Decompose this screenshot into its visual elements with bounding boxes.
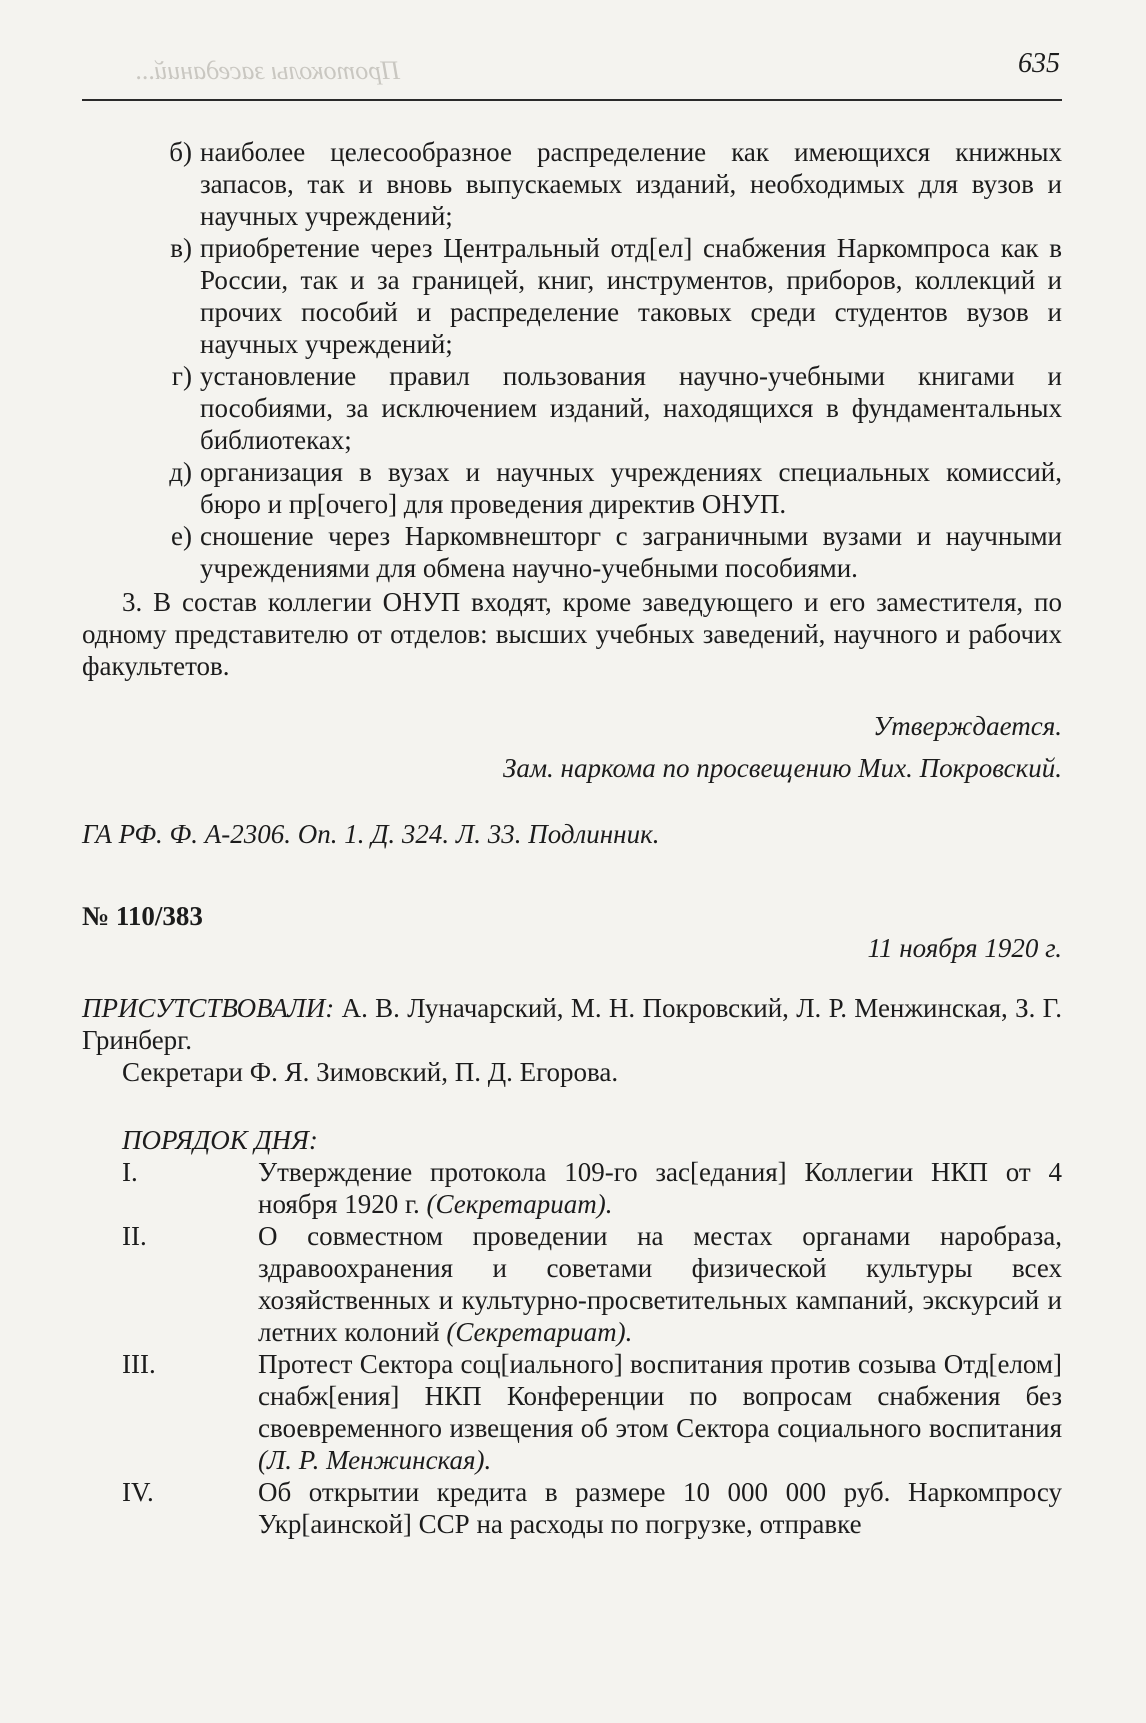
agenda-text [258, 1476, 1062, 1540]
list-item [82, 520, 1062, 584]
agenda-item [82, 1348, 1062, 1476]
agenda-title: ПОРЯДОК ДНЯ: [122, 1125, 318, 1155]
agenda-number: IV. [122, 1477, 154, 1507]
list-text: организация в вузах и научных учреждениях специальных комиссий, бюро и пр[очего] для проведения директив ОНУП. [200, 457, 1062, 519]
list-marker: д) [169, 457, 192, 487]
attendees-label: ПРИСУТСТВОВАЛИ: [82, 993, 335, 1023]
list-item [82, 232, 1062, 360]
list-marker: г) [171, 361, 192, 391]
agenda-item-text: Об открытии кредита в размере 10 000 000 руб. Наркомпросу Укр[аинской] ССР на расходы по погрузке, отправке [258, 1477, 1062, 1539]
competence-list [82, 136, 1062, 584]
document-date: 11 ноября 1920 г. [867, 933, 1062, 963]
paragraph-3: 3. В состав коллегии ОНУП входят, кроме заведующего и его заместителя, по одному представителю от отделов: высших учебных заведений, научного и рабочих факультетов. [82, 587, 1062, 681]
list-text: наиболее целесообразное распределение как имеющихся книжных запасов, так и вновь выпускаемых изданий, необходимых для вузов и научных учреждений; [200, 137, 1062, 231]
document-number: № 110/383 [82, 901, 203, 931]
list-marker: в) [170, 233, 192, 263]
agenda-item-text: О совместном проведении на местах органами наробраза, здравоохранения и советами физической культуры всех хозяйственных и культурно-просветительных кампаний, экскурсий и летних колоний [258, 1221, 1062, 1347]
agenda-item [82, 1220, 1062, 1348]
agenda-number: II. [122, 1221, 147, 1251]
approval-status: Утверждается. [873, 711, 1062, 741]
agenda-item-text: Протест Сектора соц[иального] воспитания против созыва Отд[елом] снабж[ения] НКП Конференции по вопросам снабжения без своевременного извещения об этом Сектора социального воспитания [258, 1349, 1062, 1443]
attendees [82, 992, 1062, 1056]
agenda-number: I. [122, 1157, 138, 1187]
agenda-item [82, 1156, 1062, 1220]
list-marker: е) [171, 521, 192, 551]
agenda-list [82, 1156, 1062, 1540]
attendees-members: А. В. Луначарский, М. Н. Покровский, Л. Р. Менжинская, З. Г. Гринберг. [82, 993, 1062, 1055]
agenda-text [258, 1220, 1062, 1348]
agenda-text [258, 1348, 1062, 1476]
agenda-speaker: (Секретариат). [426, 1189, 613, 1219]
bleed-through-running-title: Протоколы заседаний... [134, 56, 400, 85]
page-content [82, 136, 1062, 1540]
secretaries: Секретари Ф. Я. Зимовский, П. Д. Егорова. [122, 1057, 619, 1087]
list-marker: б) [169, 137, 192, 167]
list-item [82, 136, 1062, 232]
approval-signature: Зам. наркома по просвещению Мих. Покровский. [502, 753, 1062, 783]
agenda-number: III. [122, 1349, 156, 1379]
list-text: приобретение через Центральный отд[ел] снабжения Наркомпроса как в России, так и за границей, книг, инструментов, приборов, коллекций и прочих пособий и распределение таковых среди студентов вузов и научных учреждений; [200, 233, 1062, 359]
list-text: установление правил пользования научно-учебными книгами и пособиями, за исключением изданий, находящихся в фундаментальных библиотеках; [200, 361, 1062, 455]
agenda-speaker: (Л. Р. Менжинская). [258, 1445, 492, 1475]
agenda-text [258, 1156, 1062, 1220]
page-number: 635 [1018, 48, 1060, 79]
list-text: сношение через Наркомвнешторг с заграничными вузами и научными учреждениями для обмена научно-учебными пособиями. [200, 521, 1062, 583]
document-header [82, 900, 1062, 964]
agenda-item-text: Утверждение протокола 109-го зас[едания] Коллегии НКП от 4 ноября 1920 г. [258, 1157, 1062, 1219]
list-item [82, 360, 1062, 456]
agenda-speaker: (Секретариат). [446, 1317, 633, 1347]
list-item [82, 456, 1062, 520]
archive-source-reference: ГА РФ. Ф. А-2306. Оп. 1. Д. 324. Л. 33. Подлинник. [82, 819, 660, 849]
header-rule [82, 99, 1062, 101]
agenda-item [82, 1476, 1062, 1540]
